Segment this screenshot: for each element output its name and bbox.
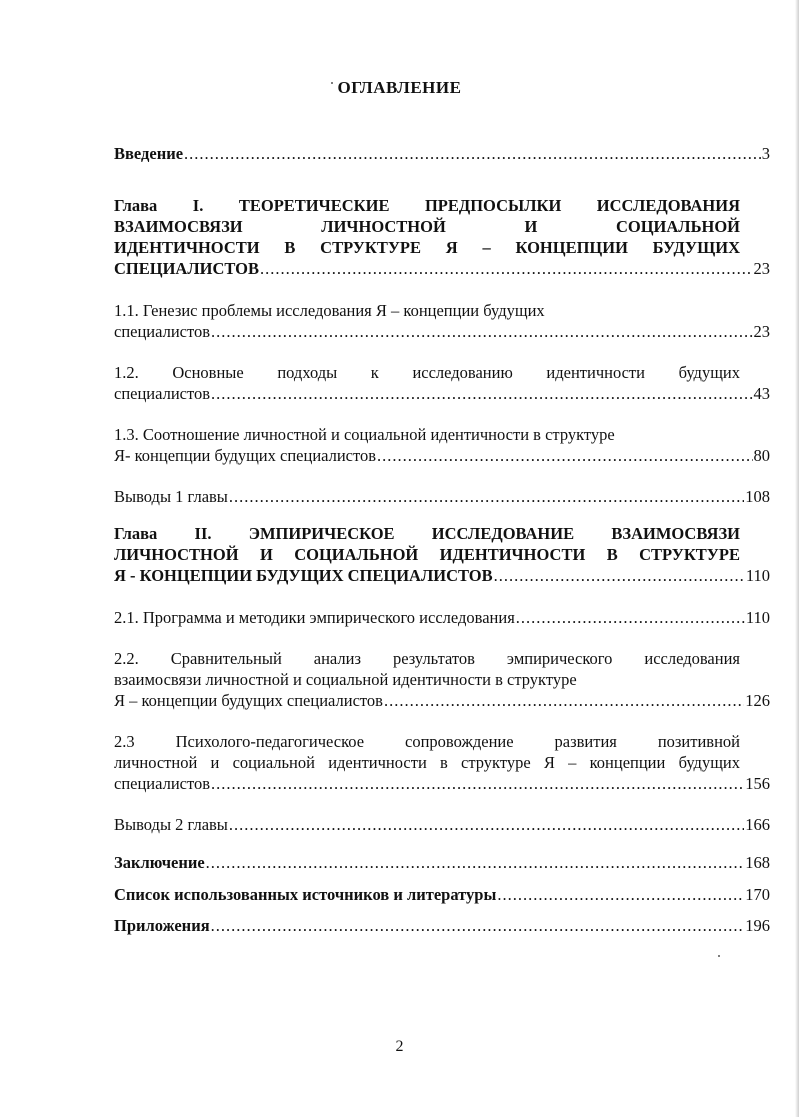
toc-entry-page: 156 [745, 774, 770, 793]
toc-entry-title: специалистов [114, 774, 211, 793]
toc-entry-conclusions-2[interactable] [114, 814, 770, 835]
toc-entry-references[interactable] [114, 884, 770, 905]
toc-entry-title: 2.1. Программа и методики эмпирического исследования [114, 608, 515, 627]
dot-leader [211, 915, 745, 936]
dot-leader [211, 321, 752, 342]
toc-entry-title: Я- концепции будущих специалистов [114, 446, 377, 465]
toc-entry-page: 170 [745, 885, 770, 904]
toc-entry-appendices[interactable] [114, 915, 770, 936]
dot-leader [497, 884, 744, 905]
toc-entry-title: Заключение [114, 853, 205, 872]
toc-entry-page: 80 [753, 446, 770, 465]
toc-entry-title: Выводы 1 главы [114, 487, 228, 506]
toc-entry-line: 1.1. Генезис проблемы исследования Я – концепции будущих [114, 301, 545, 320]
toc-entry-chapter-1[interactable] [114, 195, 770, 279]
toc-entry-page: 196 [745, 916, 770, 935]
toc-entry-line: ИДЕНТИЧНОСТИ В СТРУКТУРЕ Я – КОНЦЕПЦИИ БУДУЩИХ [114, 238, 740, 257]
dot-leader [260, 258, 752, 279]
toc-entry-introduction[interactable] [114, 143, 770, 164]
toc-entry-line: 2.3 Психолого-педагогическое сопровождение развития позитивной [114, 732, 740, 751]
toc-entry-line: Глава II. ЭМПИРИЧЕСКОЕ ИССЛЕДОВАНИЕ ВЗАИМОСВЯЗИ [114, 524, 740, 543]
toc-entry-title: Приложения [114, 916, 210, 935]
dot-leader [184, 143, 761, 164]
dot-leader [377, 445, 752, 466]
toc-entry-line: ЛИЧНОСТНОЙ И СОЦИАЛЬНОЙ ИДЕНТИЧНОСТИ В СТРУКТУРЕ [114, 545, 740, 564]
dot-leader [211, 383, 752, 404]
dot-leader [229, 814, 744, 835]
toc-entry-section-1-2[interactable] [114, 362, 770, 404]
dot-leader [516, 607, 745, 628]
toc-entry-section-1-3[interactable] [114, 424, 770, 466]
toc-entry-title: Выводы 2 главы [114, 815, 228, 834]
toc-entry-title: СПЕЦИАЛИСТОВ [114, 259, 260, 278]
toc-entry-title: специалистов [114, 384, 211, 403]
dot-leader [211, 773, 744, 794]
toc-title: ОГЛАВЛЕНИЕ [337, 78, 462, 97]
dot-leader [384, 690, 744, 711]
dot-leader [494, 565, 745, 586]
toc-entry-page: 23 [753, 322, 770, 341]
toc-entry-title: Список использованных источников и литературы [114, 885, 497, 904]
toc-entry-section-2-2[interactable] [114, 648, 770, 711]
scan-edge-shadow [795, 0, 799, 1117]
toc-entry-page: 126 [745, 691, 770, 710]
toc-entry-section-2-3[interactable] [114, 731, 770, 794]
scan-speck [718, 955, 720, 957]
toc-entry-conclusion[interactable] [114, 852, 770, 873]
toc-entry-title: специалистов [114, 322, 211, 341]
toc-entry-page: 23 [753, 259, 770, 278]
toc-entry-page: 168 [745, 853, 770, 872]
toc-entry-section-1-1[interactable] [114, 300, 770, 342]
toc-entry-page: 110 [745, 566, 770, 585]
toc-entry-line: взаимосвязи личностной и социальной идентичности в структуре [114, 670, 577, 689]
dot-leader [229, 486, 744, 507]
toc-entry-line: ВЗАИМОСВЯЗИ ЛИЧНОСТНОЙ И СОЦИАЛЬНОЙ [114, 217, 740, 236]
page-number: 2 [395, 1038, 404, 1055]
toc-entry-chapter-2[interactable] [114, 523, 770, 586]
toc-entry-title: Введение [114, 144, 184, 163]
toc-entry-page: 43 [753, 384, 770, 403]
toc-entry-conclusions-1[interactable] [114, 486, 770, 507]
toc-entry-section-2-1[interactable] [114, 607, 770, 628]
toc-entry-page: 3 [761, 144, 770, 163]
toc-entry-page: 108 [745, 487, 770, 506]
toc-entry-page: 166 [745, 815, 770, 834]
dot-leader [206, 852, 745, 873]
toc-entry-line: 2.2. Сравнительный анализ результатов эмпирического исследования [114, 649, 740, 668]
toc-entry-line: 1.3. Соотношение личностной и социальной идентичности в структуре [114, 425, 615, 444]
toc-entry-line: 1.2. Основные подходы к исследованию идентичности будущих [114, 363, 740, 382]
toc-entry-title: Я – концепции будущих специалистов [114, 691, 383, 710]
toc-entry-line: личностной и социальной идентичности в структуре Я – концепции будущих [114, 753, 740, 772]
toc-entry-page: 110 [745, 608, 770, 627]
toc-entry-title: Я - КОНЦЕПЦИИ БУДУЩИХ СПЕЦИАЛИСТОВ [114, 566, 493, 585]
toc-entry-line: Глава I. ТЕОРЕТИЧЕСКИЕ ПРЕДПОСЫЛКИ ИССЛЕДОВАНИЯ [114, 196, 740, 215]
